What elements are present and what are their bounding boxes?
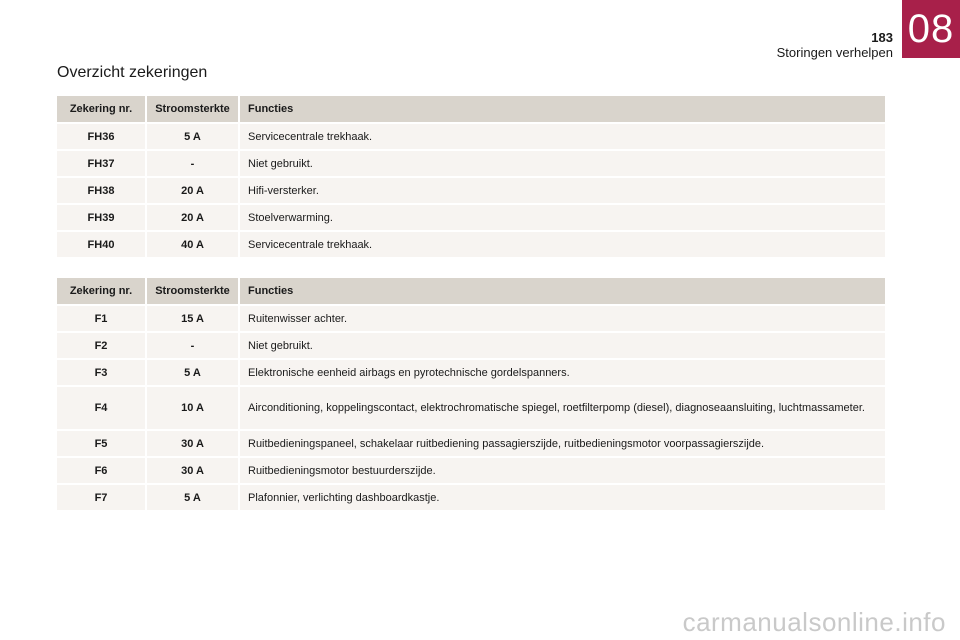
fuse-number: F4 [57,387,147,429]
fuse-function: Hifi-versterker. [240,178,885,203]
fuse-amperage: 10 A [147,387,240,429]
fuse-function: Niet gebruikt. [240,333,885,358]
fuse-table-1 [57,94,885,259]
column-header-functions: Functies [240,278,885,304]
fuse-amperage: 5 A [147,124,240,149]
table-row [57,431,885,456]
fuse-function: Servicecentrale trekhaak. [240,124,885,149]
table-header-row [57,278,885,304]
fuse-function: Stoelverwarming. [240,205,885,230]
fuse-function: Ruitenwisser achter. [240,306,885,331]
table-row [57,205,885,230]
fuse-number: F3 [57,360,147,385]
table-row [57,360,885,385]
fuse-amperage: 30 A [147,431,240,456]
table-row [57,306,885,331]
fuse-number: FH40 [57,232,147,257]
fuse-number: FH37 [57,151,147,176]
fuse-function: Ruitbedieningsmotor bestuurderszijde. [240,458,885,483]
fuse-amperage: - [147,151,240,176]
fuse-amperage: 15 A [147,306,240,331]
fuse-amperage: 20 A [147,178,240,203]
fuse-function: Niet gebruikt. [240,151,885,176]
fuse-number: F1 [57,306,147,331]
fuse-function: Ruitbedieningspaneel, schakelaar ruitbediening passagierszijde, ruitbedieningsmotor voorpassagierszijde. [240,431,885,456]
fuse-amperage: 30 A [147,458,240,483]
fuse-function: Servicecentrale trekhaak. [240,232,885,257]
fuse-amperage: 5 A [147,360,240,385]
fuse-amperage: 20 A [147,205,240,230]
fuse-table-2 [57,276,885,512]
column-header-functions: Functies [240,96,885,122]
section-title: Overzicht zekeringen [57,64,208,81]
table-row [57,232,885,257]
column-header-amperage: Stroomsterkte [147,278,240,304]
table-row [57,387,885,429]
fuse-function: Airconditioning, koppelingscontact, elektrochromatische spiegel, roetfilterpomp (diesel), diagnoseaansluiting, luchtmassameter. [240,387,885,429]
table-header-row [57,96,885,122]
fuse-number: F5 [57,431,147,456]
fuse-function: Elektronische eenheid airbags en pyrotechnische gordelspanners. [240,360,885,385]
fuse-number: FH38 [57,178,147,203]
fuse-number: F6 [57,458,147,483]
fuse-amperage: 5 A [147,485,240,510]
chapter-number-tab: 08 [902,0,960,58]
column-header-fuse-number: Zekering nr. [57,96,147,122]
table-row [57,485,885,510]
column-header-amperage: Stroomsterkte [147,96,240,122]
table-row [57,458,885,483]
table-row [57,151,885,176]
chapter-title: Storingen verhelpen [776,45,893,60]
fuse-number: FH36 [57,124,147,149]
page-number: 183 [871,30,893,45]
table-row [57,124,885,149]
fuse-function: Plafonnier, verlichting dashboardkastje. [240,485,885,510]
fuse-number: F2 [57,333,147,358]
fuse-amperage: - [147,333,240,358]
watermark: carmanualsonline.info [682,607,946,637]
column-header-fuse-number: Zekering nr. [57,278,147,304]
fuse-amperage: 40 A [147,232,240,257]
table-row [57,178,885,203]
table-row [57,333,885,358]
fuse-number: FH39 [57,205,147,230]
fuse-number: F7 [57,485,147,510]
